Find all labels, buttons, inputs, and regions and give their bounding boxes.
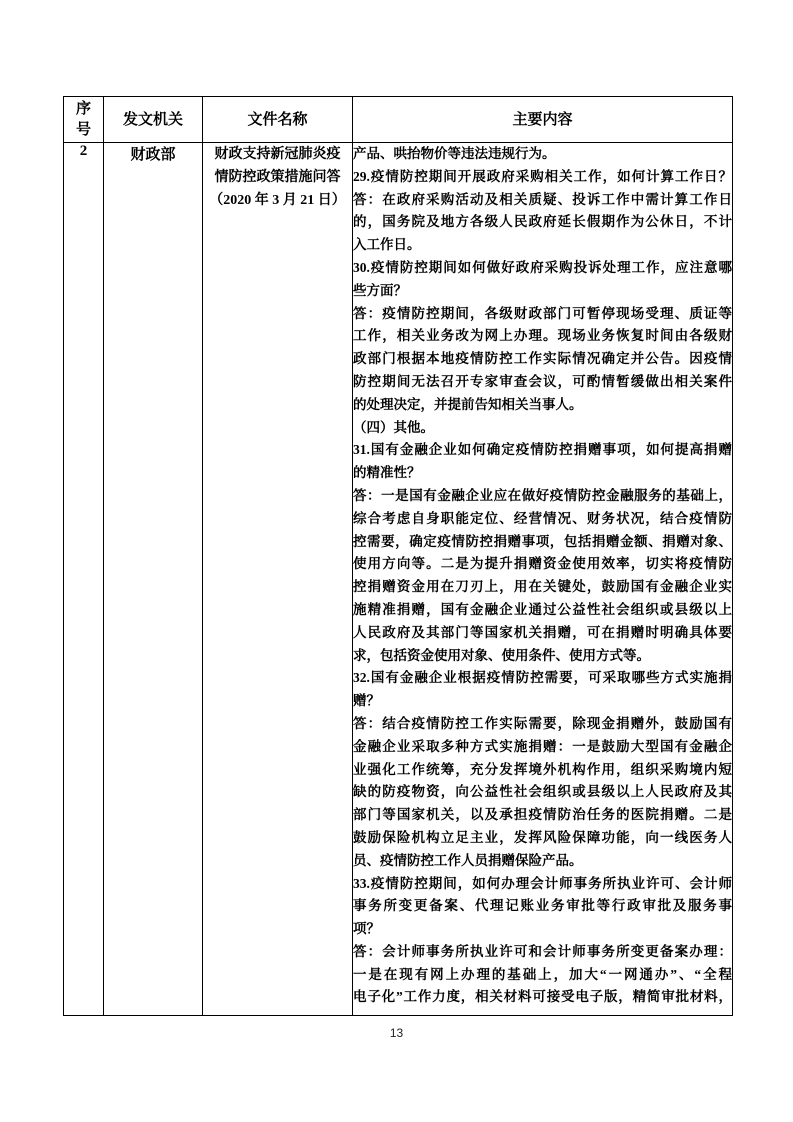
content-line: 综合考虑自身职能定位、经营情况、财务状况，结合疫情防 bbox=[353, 510, 732, 526]
content-line: 答：结合疫情防控工作实际需要，除现金捐赠外，鼓励国有 bbox=[353, 715, 732, 731]
content-line: 入工作日。 bbox=[353, 237, 421, 253]
issuing-agency-value: 财政部 bbox=[130, 147, 176, 163]
content-line: 部门等国家机关，以及承担疫情防治任务的医院捐赠。二是 bbox=[353, 807, 732, 823]
content-line: 的处理决定，并提前告知相关当事人。 bbox=[353, 396, 583, 412]
content-line: 的，国务院及地方各级人民政府延长假期作为公休日，不计 bbox=[353, 214, 732, 230]
content-line: 人民政府及其部门等国家机关捐赠，可在捐赠时明确具体要 bbox=[353, 624, 732, 640]
content-line: 答：疫情防控期间，各级财政部门可暂停现场受理、质证等 bbox=[353, 305, 732, 321]
content-line: 工作，相关业务改为网上办理。现场业务恢复时间由各级财 bbox=[353, 328, 732, 344]
content-line: 30.疫情防控期间如何做好政府采购投诉处理工作，应注意哪 bbox=[353, 259, 732, 275]
column-header-agency-label: 发文机关 bbox=[122, 111, 183, 128]
policy-table bbox=[63, 96, 733, 1016]
document-title-line: （2020 年 3 月 21 日） bbox=[209, 193, 346, 208]
content-line: 产品、哄抬物价等违法违规行为。 bbox=[353, 146, 556, 161]
column-header-title-label: 文件名称 bbox=[247, 111, 308, 128]
cell-serial-number bbox=[64, 143, 104, 1016]
content-line: 事务所变更备案、代理记账业务审批等行政审批及服务事 bbox=[353, 898, 732, 914]
cell-main-content bbox=[353, 143, 733, 1016]
content-line: （四）其他。 bbox=[353, 419, 434, 435]
content-line: 项？ bbox=[353, 921, 380, 937]
content-line: 使用方向等。二是为提升捐赠资金使用效率，切实将疫情防 bbox=[353, 556, 732, 572]
content-line: 业强化工作统筹，充分发挥境外机构作用，组织采购境内短 bbox=[353, 761, 732, 777]
document-title bbox=[203, 143, 352, 286]
content-line: 政部门根据本地疫情防控工作实际情况确定并公告。因疫情 bbox=[353, 351, 732, 367]
content-line: 答：一是国有金融企业应在做好疫情防控金融服务的基础上， bbox=[353, 487, 732, 503]
content-line: 缺的防疫物资，向公益性社会组织或县级以上人民政府及其 bbox=[353, 784, 732, 800]
content-line: 些方面？ bbox=[353, 282, 407, 298]
column-header-content bbox=[353, 97, 733, 143]
content-line: 员、疫情防控工作人员捐赠保险产品。 bbox=[353, 852, 583, 868]
column-header-agency bbox=[104, 97, 203, 143]
column-header-content-label: 主要内容 bbox=[512, 111, 573, 128]
page-number: 13 bbox=[389, 1026, 404, 1040]
document-title-line: 财政支持新冠肺炎疫 bbox=[214, 147, 341, 162]
content-line: 控需要，确定疫情防控捐赠事项，包括捐赠金额、捐赠对象、 bbox=[353, 533, 732, 549]
serial-number-value: 2 bbox=[79, 143, 88, 159]
column-header-title bbox=[203, 97, 353, 143]
content-line: 电子化”工作力度，相关材料可接受电子版，精简审批材料， bbox=[353, 989, 732, 1005]
content-line: 29.疫情防控期间开展政府采购相关工作，如何计算工作日？ bbox=[353, 168, 732, 184]
cell-issuing-agency bbox=[104, 143, 203, 1016]
content-line: 的精准性？ bbox=[353, 465, 421, 481]
column-header-index bbox=[64, 97, 104, 143]
content-line: 求，包括资金使用对象、使用条件、使用方式等。 bbox=[353, 647, 650, 663]
content-line: 33.疫情防控期间，如何办理会计师事务所执业许可、会计师 bbox=[353, 875, 732, 891]
cell-document-title bbox=[203, 143, 353, 1016]
column-header-index-label: 序号 bbox=[75, 100, 91, 138]
content-line: 答：会计师事务所执业许可和会计师事务所变更备案办理： bbox=[353, 943, 732, 959]
document-title-line: 情防控政策措施问答 bbox=[214, 170, 341, 185]
content-line: 32.国有金融企业根据疫情防控需要，可采取哪些方式实施捐 bbox=[353, 670, 732, 686]
main-content-text bbox=[353, 143, 732, 1009]
content-line: 鼓励保险机构立足主业，发挥风险保障功能，向一线医务人 bbox=[353, 829, 732, 845]
content-line: 控捐赠资金用在刀刃上，用在关键处，鼓励国有金融企业实 bbox=[353, 579, 732, 595]
content-line: 金融企业采取多种方式实施捐赠：一是鼓励大型国有金融企 bbox=[353, 738, 732, 754]
content-line: 赠？ bbox=[353, 693, 380, 709]
table-header-row bbox=[64, 97, 733, 143]
content-line: 答：在政府采购活动及相关质疑、投诉工作中需计算工作日 bbox=[353, 191, 732, 207]
content-line: 施精准捐赠，国有金融企业通过公益性社会组织或县级以上 bbox=[353, 601, 732, 617]
content-line: 防控期间无法召开专家审查会议，可酌情暂缓做出相关案件 bbox=[353, 373, 732, 389]
content-line: 一是在现有网上办理的基础上，加大“一网通办”、“全程 bbox=[353, 966, 732, 982]
content-line: 31.国有金融企业如何确定疫情防控捐赠事项，如何提高捐赠 bbox=[353, 442, 732, 458]
table-row bbox=[64, 143, 733, 1016]
